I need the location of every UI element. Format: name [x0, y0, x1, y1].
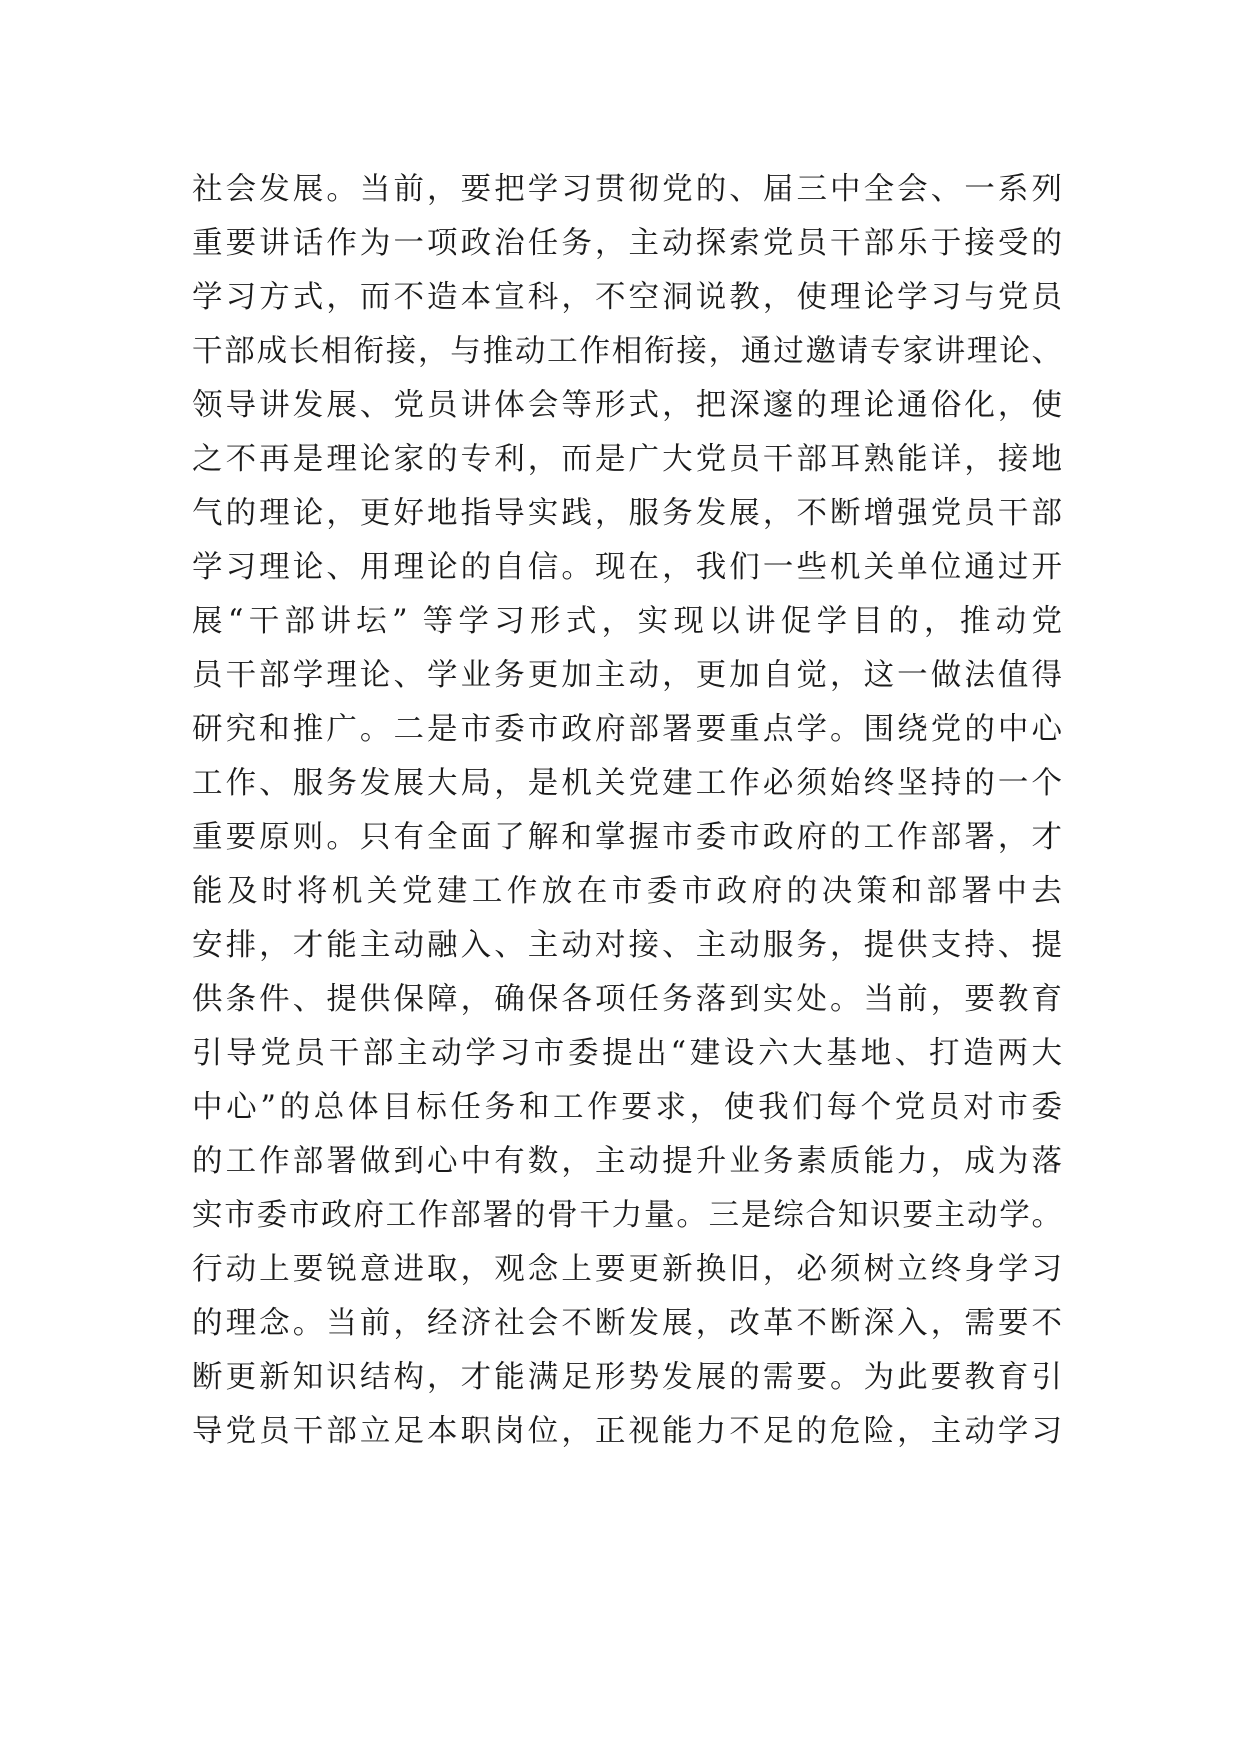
text-line-9: 展“干部讲坛” 等学习形式，实现以讲促学目的，推动党	[192, 604, 1062, 639]
body-text	[192, 163, 1062, 1459]
text-line-5: 领导讲发展、党员讲体会等形式，把深邃的理论通俗化，使	[192, 388, 1062, 423]
text-line-7: 气的理论，更好地指导实践，服务发展，不断增强党员干部	[192, 496, 1062, 531]
text-line-21: 行动上要锐意进取，观念上要更新换旧，必须树立终身学习	[192, 1252, 1062, 1287]
text-line-4: 干部成长相衔接，与推动工作相衔接，通过邀请专家讲理论、	[192, 334, 1062, 369]
text-line-10: 员干部学理论、学业务更加主动，更加自觉，这一做法值得	[192, 658, 1062, 693]
text-line-17: 引导党员干部主动学习市委提出“建设六大基地、打造两大	[192, 1036, 1062, 1071]
text-line-3: 学习方式，而不造本宣科，不空洞说教，使理论学习与党员	[192, 280, 1062, 315]
text-line-13: 重要原则。只有全面了解和掌握市委市政府的工作部署，才	[192, 820, 1062, 855]
text-line-23: 断更新知识结构，才能满足形势发展的需要。为此要教育引	[192, 1360, 1062, 1395]
text-line-11: 研究和推广。二是市委市政府部署要重点学。围绕党的中心	[192, 712, 1062, 747]
text-line-18: 中心”的总体目标任务和工作要求，使我们每个党员对市委	[192, 1090, 1062, 1125]
text-line-2: 重要讲话作为一项政治任务，主动探索党员干部乐于接受的	[192, 226, 1062, 261]
text-line-15: 安排，才能主动融入、主动对接、主动服务，提供支持、提	[192, 928, 1062, 963]
text-line-19: 的工作部署做到心中有数，主动提升业务素质能力，成为落	[192, 1144, 1062, 1179]
text-line-20: 实市委市政府工作部署的骨干力量。三是综合知识要主动学。	[192, 1198, 1062, 1233]
text-line-24: 导党员干部立足本职岗位，正视能力不足的危险，主动学习	[192, 1414, 1062, 1449]
text-line-8: 学习理论、用理论的自信。现在，我们一些机关单位通过开	[192, 550, 1062, 585]
text-line-12: 工作、服务发展大局，是机关党建工作必须始终坚持的一个	[192, 766, 1062, 801]
text-line-6: 之不再是理论家的专利，而是广大党员干部耳熟能详，接地	[192, 442, 1062, 477]
text-line-14: 能及时将机关党建工作放在市委市政府的决策和部署中去	[192, 874, 1062, 909]
text-line-1: 社会发展。当前，要把学习贯彻党的、届三中全会、一系列	[192, 172, 1062, 207]
text-line-16: 供条件、提供保障，确保各项任务落到实处。当前，要教育	[192, 982, 1062, 1017]
text-line-22: 的理念。当前，经济社会不断发展，改革不断深入，需要不	[192, 1306, 1062, 1341]
